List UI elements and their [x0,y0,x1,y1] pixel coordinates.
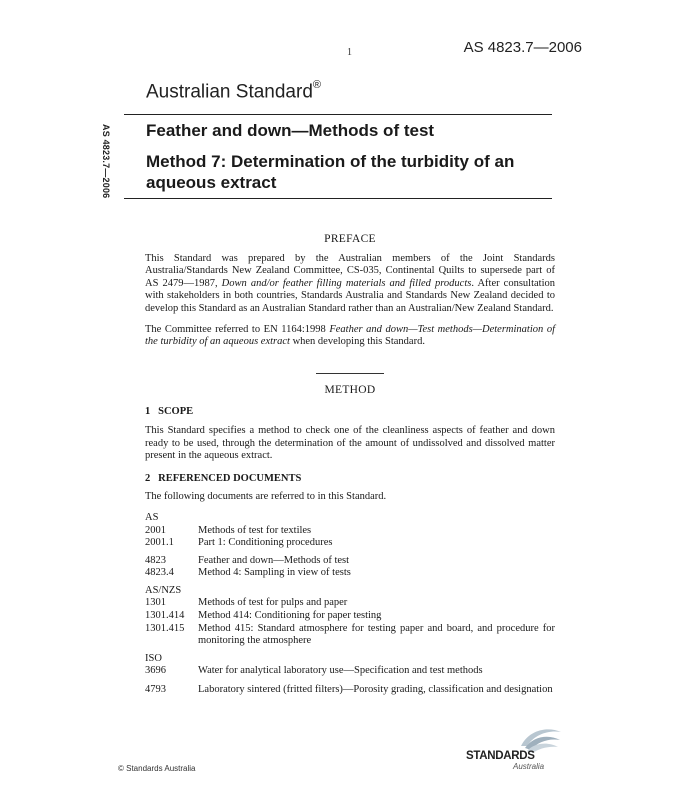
ref-group-label-as: AS [145,511,159,523]
ref-number: 1301 [145,597,166,609]
document-body [145,233,555,702]
ref-title: Water for analytical laboratory use—Specification and test methods [198,665,483,677]
ref-title: Methods of test for textiles [198,524,312,536]
references-intro: The following documents are referred to in this Standard. [145,491,387,503]
preface-p2-text-b: when developing this Standard. [289,336,425,348]
scope-heading: 1 SCOPE [145,406,194,418]
ref-row [145,597,555,610]
ref-number: 2001 [145,524,166,536]
ref-number: 1301.415 [145,622,185,634]
preface-p2-citation: Feather and down—Test methods—Determination of the turbidity of an aqueous extract [145,323,555,348]
ref-group-label-asnzs: AS/NZS [145,584,182,596]
ref-group-as [145,525,555,550]
ref-row [145,567,555,580]
ref-row [145,537,555,550]
preface-paragraph-1 [145,253,555,316]
ref-title: Method 415: Standard atmosphere for testing paper and board, and procedure for monitoring the atmosphere [198,622,555,647]
scope-text: This Standard specifies a method to check one of the cleanliness aspects of feather and down ready to be used, through the determination of the amount of undissolved and dissolved matter present in the aqueous extract. [145,424,555,462]
title-rule-bottom [124,198,552,199]
series-title [146,81,321,103]
page-number: 1 [347,47,352,58]
ref-group-asnzs [145,597,555,647]
ref-group-iso [145,665,555,696]
ref-title: Method 414: Conditioning for paper testing [198,610,382,622]
references-heading: 2 REFERENCED DOCUMENTS [145,472,302,484]
series-name: Australian Standard [146,81,313,103]
ref-number: 4793 [145,684,166,696]
preface-p1-text-a: This Standard was prepared by the Australian members of the Joint Standards Australia/Standards New Zealand Committee, CS-035, Continental Quilts to supersede part of AS 2479—1987, [145,252,555,289]
logo-subtext: Australia [513,762,545,771]
ref-title: Part 1: Conditioning procedures [198,537,333,549]
ref-title: Methods of test for pulps and paper [198,597,348,609]
preface-p1-citation: Down and/or feather filling materials and filled products [221,277,472,289]
ref-row [145,665,555,678]
document-subtitle: Method 7: Determination of the turbidity of an aqueous extract [146,152,515,192]
ref-row [145,610,555,623]
logo-wordmark: STANDARDS [466,750,535,762]
ref-number: 4823.4 [145,567,174,579]
document-title: Feather and down—Methods of test [146,121,435,140]
ref-number: 4823 [145,554,166,566]
ref-title: Method 4: Sampling in view of tests [198,567,351,579]
title-rule-top [124,114,552,115]
spine-code: AS 4823.7—2006 [101,124,111,199]
registered-mark: ® [312,79,321,91]
document-code: AS 4823.7—2006 [463,39,582,56]
ref-group-label-iso: ISO [145,652,162,664]
ref-row [145,684,555,697]
preface-p2-text-a: The Committee referred to EN 1164:1998 [145,323,330,335]
ref-row [145,525,555,538]
preface-paragraph-2 [145,324,555,349]
ref-title: Laboratory sintered (fritted filters)—Porosity grading, classification and designation [198,684,553,696]
ref-group-as-4823 [145,555,555,580]
copyright-notice: © Standards Australia [118,764,196,773]
ref-row [145,555,555,568]
preface-p1-text-b: . After consultation with stakeholders in both countries, Standards Australia and Standards New Zealand decided to develop this Standard as an Australian Standard rather than an Australian/New Zealand Standard. [145,277,555,314]
section-divider [316,373,384,374]
ref-number: 1301.414 [145,610,185,622]
ref-title: Feather and down—Methods of test [198,554,350,566]
preface-heading: PREFACE [324,233,376,245]
ref-row [145,623,555,648]
method-heading: METHOD [324,383,376,396]
ref-number: 3696 [145,665,166,677]
ref-number: 2001.1 [145,537,174,549]
